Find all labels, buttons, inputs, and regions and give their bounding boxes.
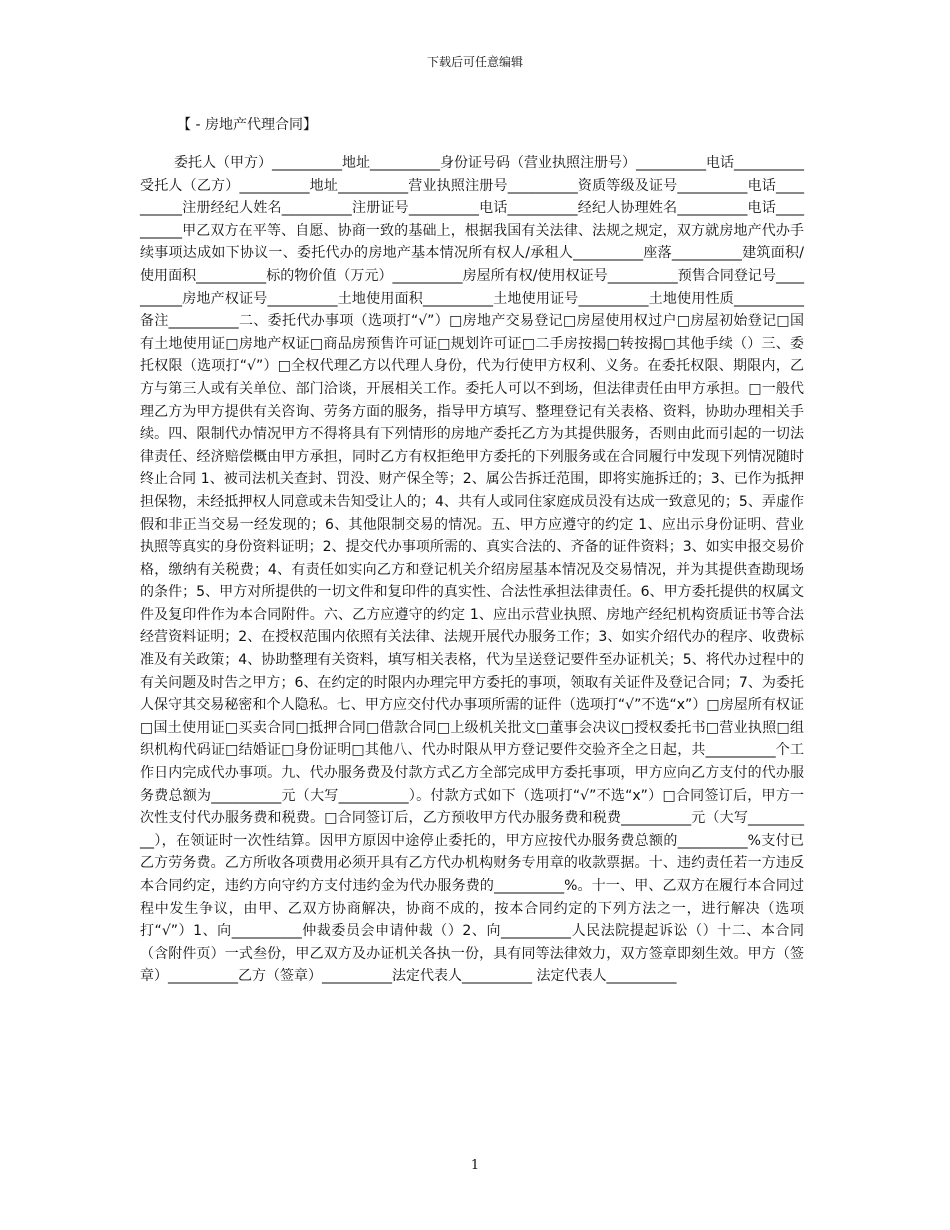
contract-body-text: 委托人（甲方）__________地址__________身份证号码（营业执照注册号）__________电话__________受托人（乙方）__________地址__________营业执照注册号__________资质等级及证号__________电话__________注册经纪人姓名__________注册证号__________电话__________经纪人协理姓名__________电话__________甲乙双方在平等、自愿、协商一致的基础上，根据我国有关法律、法规之规定，双方就房地产代办手续事项达成如下协议一、委托代办的房地产基本情况所有权人/承租人__________座落__________建筑面积/使用面积__________标的物价值（万元）__________房屋所有权/使用权证号__________预售合同登记号__________房地产权证号__________土地使用面积__________土地使用证号__________土地使用性质__________备注__________二、委托代办事项（选项打“√”）□房地产交易登记□房屋使用权过户□房屋初始登记□国有土地使用证□房地产权证□商品房预售许可证□规划许可证□二手房按揭□转按揭□其他手续（）三、委托权限（选项打“√”）□全权代理乙方以代理人身份，代为行使甲方权利、义务。在委托权限、期限内，乙方与第三人或有关单位、部门洽谈，开展相关工作。委托人可以不到场，但法律责任由甲方承担。□一般代理乙方为甲方提供有关咨询、劳务方面的服务，指导甲方填写、整理登记有关表格、资料，协助办理相关手续。四、限制代办情况甲方不得将具有下列情形的房地产委托乙方为其提供服务，否则由此而引起的一切法律责任、经济赔偿概由甲方承担，同时乙方有权拒绝甲方委托的下列服务或在合同履行中发现下列情况随时终止合同 1、被司法机关查封、罚没、财产保全等；2、属公告拆迁范围，即将实施拆迁的；3、已作为抵押担保物，未经抵押权人同意或未告知受让人的；4、共有人或同住家庭成员没有达成一致意见的；5、弄虚作假和非正当交易一经发现的；6、其他限制交易的情况。五、甲方应遵守的约定 1、应出示身份证明、营业执照等真实的身份资料证明；2、提交代办事项所需的、真实合法的、齐备的证件资料；3、如实申报交易价格，缴纳有关税费；4、有责任如实向乙方和登记机关介绍房屋基本情况及交易情况，并为其提供查勘现场的条件；5、甲方对所提供的一切文件和复印件的真实性、合法性承担法律责任。6、甲方委托提供的权属文件及复印件作为本合同附件。六、乙方应遵守的约定 1、应出示营业执照、房地产经纪机构资质证书等合法经营资料证明；2、在授权范围内依照有关法律、法规开展代办服务工作；3、如实介绍代办的程序、收费标准及有关政策；4、协助整理有关资料，填写相关表格，代为呈送登记要件至办证机关；5、将代办过程中的有关问题及时告之甲方；6、在约定的时限内办理完甲方委托的事项，领取有关证件及登记合同；7、为委托人保守其交易秘密和个人隐私。七、甲方应交付代办事项所需的证件（选项打“√”不选“x”）□房屋所有权证□国土使用证□买卖合同□抵押合同□借款合同□上级机关批文□董事会决议□授权委托书□营业执照□组织机构代码证□结婚证□身份证明□其他八、代办时限从甲方登记要件交验齐全之日起，共__________个工作日内完成代办事项。九、代办服务费及付款方式乙方全部完成甲方委托事项，甲方应向乙方支付的代办服务费总额为__________元（大写__________）。付款方式如下（选项打“√”不选“x”）□合同签订后，甲方一次性支付代办服务费和税费。□合同签订后，乙方预收甲方代办服务费和税费__________元（大写__________），在领证时一次性结算。因甲方原因中途停止委托的，甲方应按代办服务费总额的__________%支付已乙方劳务费。乙方所收各项费用必须开具有乙方代办机构财务专用章的收款票据。十、违约责任若一方违反本合同约定，违约方向守约方支付违约金为代办服务费的__________%。十一、甲、乙双方在履行本合同过程中发生争议，由甲、乙双方协商解决，协商不成的，按本合同约定的下列方法之一，进行解决（选项打“√”）1、向__________仲裁委员会申请仲裁（）2、向__________人民法院提起诉讼（）十二、本合同（含附件页）一式叁份，甲乙双方及办证机关各执一份，具有同等法律效力，双方签章即刻生效。甲方（签章）__________乙方（签章）__________法定代表人__________ 法定代表人__________ <box>140 155 804 985</box>
page-number: 1 <box>470 1158 480 1173</box>
document-title: 【 - 房地产代理合同】 <box>177 117 317 133</box>
page-header-note: 下载后可任意编辑 <box>426 55 523 69</box>
